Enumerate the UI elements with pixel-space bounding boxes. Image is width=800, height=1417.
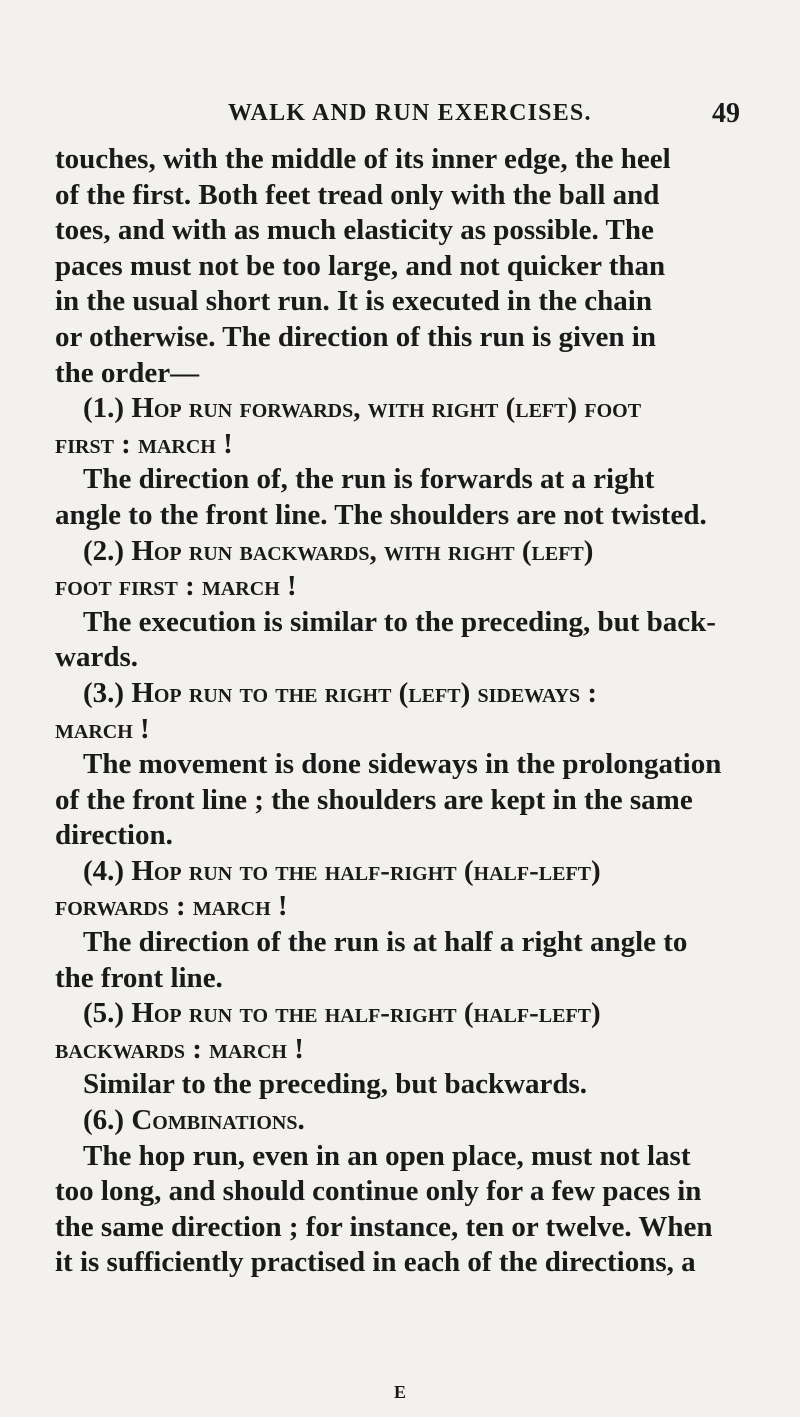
heading-line: (2.) Hop run backwards, with right (left) [83, 534, 594, 567]
text-line: The direction of, the run is forwards at a right [83, 463, 655, 496]
text-line: The hop run, even in an open place, must not last [83, 1139, 691, 1172]
heading-line: (1.) Hop run forwards, with right (left) foot [83, 392, 642, 425]
heading-line: foot first : march ! [55, 570, 297, 603]
text-line: wards. [55, 641, 138, 674]
text-line: of the front line ; the shoulders are kept in the same [55, 783, 693, 816]
heading-line: backwards : march ! [55, 1032, 304, 1065]
heading-line: march ! [55, 712, 150, 745]
heading-line: (3.) Hop run to the right (left) sideways : [83, 676, 598, 709]
running-title: WALK AND RUN EXERCISES. [228, 100, 592, 126]
heading-line: (6.) Combinations. [83, 1104, 305, 1137]
heading-line: (5.) Hop run to the half-right (half-left) [83, 997, 601, 1030]
page-number: 49 [712, 98, 740, 129]
text-line: direction. [55, 819, 173, 852]
body-text [55, 142, 745, 1281]
heading-line: forwards : march ! [55, 890, 288, 923]
heading-line: first : march ! [55, 427, 233, 460]
page-header [60, 98, 740, 134]
text-line: paces must not be too large, and not quicker than [55, 249, 666, 282]
text-line: toes, and with as much elasticity as possible. The [55, 214, 654, 247]
text-line: it is sufficiently practised in each of the directions, a [55, 1246, 696, 1279]
text-line: the front line. [55, 961, 223, 994]
text-line: in the usual short run. It is executed in the chain [55, 285, 652, 318]
text-line: The execution is similar to the preceding, but back- [83, 605, 716, 638]
signature-mark: E [393, 1382, 406, 1402]
text-line: or otherwise. The direction of this run is given in [55, 320, 656, 353]
text-line: too long, and should continue only for a few paces in [55, 1175, 702, 1208]
text-line: of the first. Both feet tread only with the ball and [55, 178, 660, 211]
text-line: The movement is done sideways in the prolongation [83, 748, 722, 781]
text-line: touches, with the middle of its inner edge, the heel [55, 143, 671, 175]
text-line: the same direction ; for instance, ten or twelve. When [55, 1210, 713, 1243]
text-line: Similar to the preceding, but backwards. [83, 1068, 588, 1101]
text-line: The direction of the run is at half a right angle to [83, 926, 688, 959]
heading-line: (4.) Hop run to the half-right (half-left) [83, 854, 601, 887]
text-line: angle to the front line. The shoulders are not twisted. [55, 498, 707, 531]
text-line: the order— [55, 356, 200, 389]
